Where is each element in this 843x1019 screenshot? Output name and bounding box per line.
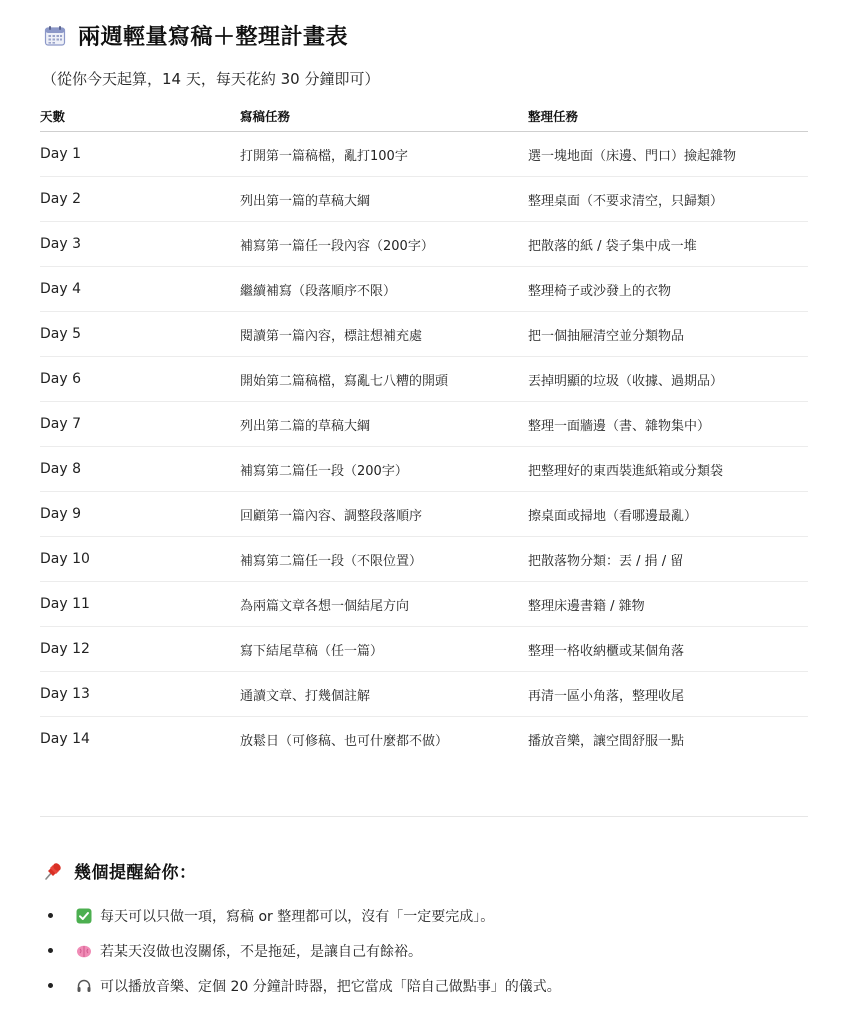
writing-task-cell: 寫下結尾草稿（任一篇） [240,627,528,672]
writing-task-cell: 補寫第二篇任一段（不限位置） [240,537,528,582]
table-row [40,267,808,312]
tidying-task-cell: 丟掉明顯的垃圾（收據、過期品） [528,357,808,402]
check-mark-icon [76,908,92,924]
column-header-tidying: 整理任務 [528,100,808,132]
writing-task-cell: 回顧第一篇內容、調整段落順序 [240,492,528,537]
day-cell: Day 12 [40,627,240,672]
writing-task-cell: 繼續補寫（段落順序不限） [240,267,528,312]
writing-task-cell: 放鬆日（可修稿、也可什麼都不做） [240,733,449,749]
tip-text: 若某天沒做也沒關係，不是拖延，是讓自己有餘裕。 [100,943,422,960]
day-cell: Day 4 [40,267,240,312]
list-item [40,968,820,1003]
day-cell: Day 1 [40,132,240,177]
writing-task-cell: 為兩篇文章各想一個結尾方向 [240,582,528,627]
tidying-task-cell: 把一個抽屜清空並分類物品 [528,312,808,357]
writing-task-cell: 列出第二篇的草稿大綱 [240,402,528,447]
page-title: 兩週輕量寫稿＋整理計畫表 [78,25,349,50]
table-row [40,357,808,402]
day-cell: Day 8 [40,447,240,492]
tidying-task-cell: 擦桌面或掃地（看哪邊最亂） [528,492,808,537]
table-row [40,402,808,447]
day-cell: Day 2 [40,177,240,222]
tidying-task-cell: 把散落的紙 / 袋子集中成一堆 [528,222,808,267]
day-cell: Day 13 [40,672,240,717]
tidying-task-cell: 整理桌面（不要求清空，只歸類） [528,177,808,222]
brain-icon [76,943,92,959]
bullet-icon [48,983,53,988]
table-row [40,717,808,762]
table-row [40,447,808,492]
writing-task-cell: 打開第一篇稿檔，亂打100字 [240,132,528,177]
tidying-task-cell: 整理床邊書籍 / 雜物 [528,582,808,627]
tip-text: 可以播放音樂、定個 20 分鐘計時器，把它當成「陪自己做點事」的儀式。 [100,978,561,995]
bullet-icon [48,913,53,918]
tidying-task-cell: 整理椅子或沙發上的衣物 [528,267,808,312]
tidying-task-cell: 再清一區小角落，整理收尾 [528,672,808,717]
table-row [40,132,808,177]
headphones-icon [76,978,92,994]
calendar-icon [44,25,66,47]
list-item [40,933,820,968]
pushpin-icon [42,860,64,882]
day-cell: Day 3 [40,222,240,267]
table-row [40,627,808,672]
page-subtitle: （從你今天起算，14 天，每天花約 30 分鐘即可） [42,70,380,88]
writing-task-cell: 閱讀第一篇內容，標註想補充處 [240,312,528,357]
list-item [40,898,820,933]
day-cell: Day 10 [40,537,240,582]
tidying-task-cell: 把散落物分類：丟 / 捐 / 留 [528,537,808,582]
table-row [40,537,808,582]
writing-task-cell: 通讀文章、打幾個註解 [240,672,528,717]
column-header-writing: 寫稿任務 [240,100,528,132]
plan-table [40,100,808,761]
table-row [40,672,808,717]
day-cell: Day 7 [40,402,240,447]
day-cell: Day 14 [40,731,90,747]
table-header-row [40,100,808,132]
tips-heading-row [42,858,197,883]
table-row [40,222,808,267]
day-cell: Day 6 [40,357,240,402]
tips-title: 幾個提醒給你： [74,863,197,883]
table-row [40,492,808,537]
writing-task-cell: 列出第一篇的草稿大綱 [240,177,528,222]
writing-task-cell: 補寫第二篇任一段（200字） [240,447,528,492]
day-cell: Day 5 [40,312,240,357]
tips-list [40,898,820,1003]
tidying-task-cell: 播放音樂，讓空間舒服一點 [528,733,685,749]
tidying-task-cell: 選一塊地面（床邊、門口）撿起雜物 [528,132,808,177]
tidying-task-cell: 整理一格收納櫃或某個角落 [528,627,808,672]
tidying-task-cell: 整理一面牆邊（書、雜物集中） [528,402,808,447]
column-header-day: 天數 [40,100,240,132]
table-row [40,582,808,627]
table-row [40,177,808,222]
writing-task-cell: 補寫第一篇任一段內容（200字） [240,222,528,267]
day-cell: Day 9 [40,492,240,537]
bullet-icon [48,948,53,953]
table-row [40,312,808,357]
tip-text: 每天可以只做一項，寫稿 or 整理都可以，沒有「一定要完成」。 [100,908,495,925]
writing-task-cell: 開始第二篇稿檔，寫亂七八糟的開頭 [240,357,528,402]
day-cell: Day 11 [40,582,240,627]
tidying-task-cell: 把整理好的東西裝進紙箱或分類袋 [528,447,808,492]
section-divider [40,816,808,817]
title-row [44,20,348,51]
